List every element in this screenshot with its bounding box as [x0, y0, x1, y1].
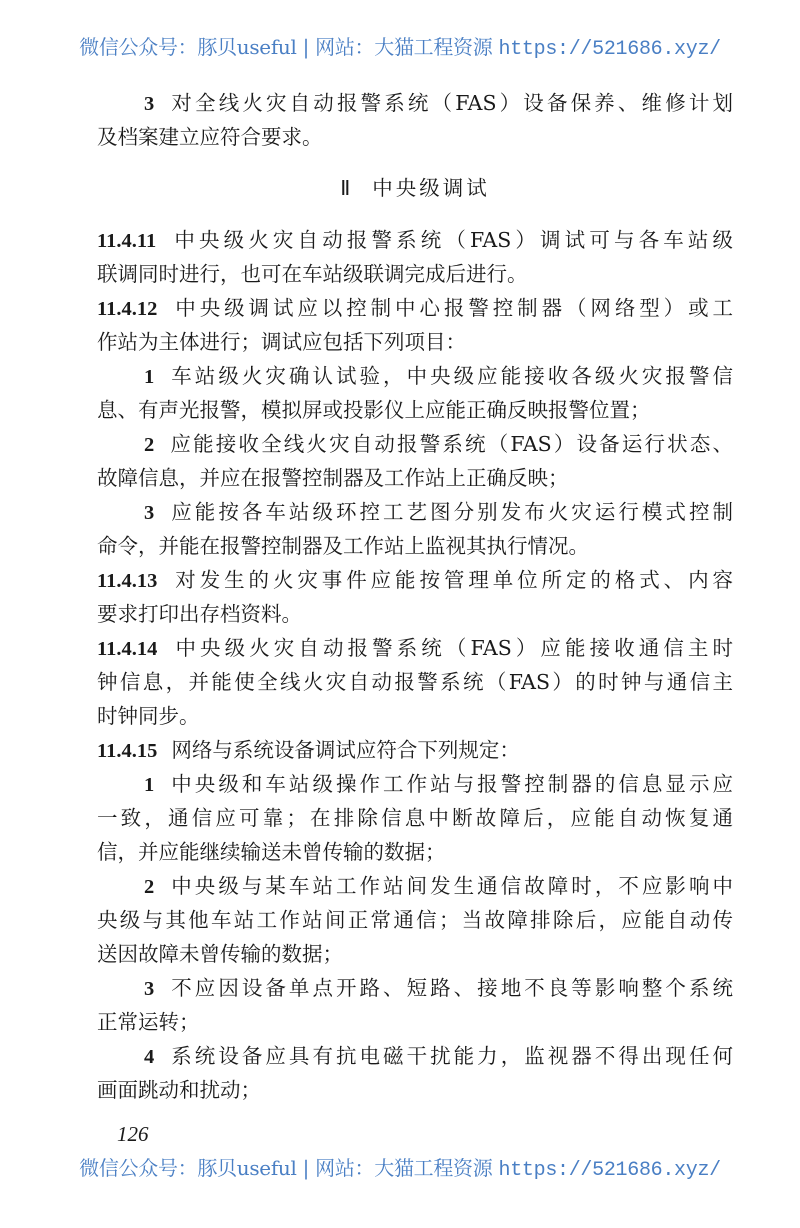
line-text: 画面跳动和扰动； — [97, 1078, 261, 1102]
clause-number: 11.4.11 — [97, 230, 157, 252]
line-text: 中央级与某车站工作站间发生通信故障时，不应影响中 — [168, 874, 733, 898]
text-line — [97, 971, 733, 1005]
watermark-text: 微信公众号：豚贝useful | 网站：大猫工程资源 — [79, 35, 499, 59]
line-text: 故障信息，并应在报警控制器及工作站上正确反映； — [97, 466, 569, 490]
text-line — [97, 461, 733, 495]
clause-number: 11.4.13 — [97, 570, 158, 592]
text-line — [97, 903, 733, 937]
list-item — [97, 767, 733, 869]
text-line — [97, 257, 733, 291]
clause-number: 1 — [144, 366, 155, 388]
line-text: 中央级火灾自动报警系统（FAS）调试可与各车站级 — [170, 228, 733, 252]
line-text: 应能按各车站级环控工艺图分别发布火灾运行模式控制 — [168, 500, 733, 524]
line-text: 要求打印出存档资料。 — [97, 602, 302, 626]
text-line — [97, 427, 733, 461]
line-text: 一致，通信应可靠；在排除信息中断故障后，应能自动恢复通 — [97, 806, 733, 830]
text-line — [97, 495, 733, 529]
line-text: 央级与其他车站工作站间正常通信；当故障排除后，应能自动传 — [97, 908, 733, 932]
text-line — [97, 223, 733, 257]
text-line — [97, 767, 733, 801]
clause-number: 3 — [144, 93, 155, 115]
text-line — [97, 325, 733, 359]
watermark-text: 微信公众号：豚贝useful | 网站：大猫工程资源 — [79, 1156, 499, 1180]
line-text: 对全线火灾自动报警系统（FAS）设备保养、维修计划 — [168, 91, 733, 115]
line-text: 不应因设备单点开路、短路、接地不良等影响整个系统 — [168, 976, 733, 1000]
text-line — [97, 733, 733, 767]
list-item — [97, 427, 733, 495]
clause-number: 11.4.15 — [97, 740, 158, 762]
line-text: 应能接收全线火灾自动报警系统（FAS）设备运行状态、 — [168, 432, 733, 456]
line-text: 作站为主体进行；调试应包括下列项目： — [97, 330, 466, 354]
line-text: 车站级火灾确认试验，中央级应能接收各级火灾报警信 — [168, 364, 733, 388]
clause-number: 11.4.12 — [97, 298, 158, 320]
text-line — [97, 665, 733, 699]
document-body — [97, 86, 733, 1107]
list-item — [97, 86, 733, 154]
text-line — [97, 86, 733, 120]
text-line — [97, 529, 733, 563]
clause-number: 2 — [144, 876, 155, 898]
text-line — [97, 597, 733, 631]
line-text: 命令，并能在报警控制器及工作站上监视其执行情况。 — [97, 534, 589, 558]
text-line — [97, 563, 733, 597]
text-line — [97, 699, 733, 733]
watermark-top — [0, 31, 800, 61]
watermark-url: https://521686.xyz/ — [498, 38, 721, 61]
list-item — [97, 869, 733, 971]
line-text: 息、有声光报警，模拟屏或投影仪上应能正确反映报警位置； — [97, 398, 651, 422]
watermark-bottom — [0, 1152, 800, 1182]
text-line — [97, 393, 733, 427]
clause-number: 11.4.14 — [97, 638, 158, 660]
section-numeral: Ⅱ — [340, 178, 351, 200]
list-item — [97, 495, 733, 563]
line-text: 信，并应能继续输送未曾传输的数据； — [97, 840, 446, 864]
text-line — [97, 291, 733, 325]
list-item — [97, 1039, 733, 1107]
text-line — [97, 120, 733, 154]
line-text: 网络与系统设备调试应符合下列规定： — [171, 738, 520, 762]
text-line — [97, 1005, 733, 1039]
clause-number: 3 — [144, 502, 155, 524]
clause-11-4-15 — [97, 733, 733, 767]
line-text: 中央级火灾自动报警系统（FAS）应能接收通信主时 — [171, 636, 733, 660]
line-text: 钟信息，并能使全线火灾自动报警系统（FAS）的时钟与通信主 — [97, 670, 733, 694]
page-number: 126 — [117, 1122, 149, 1146]
line-text: 中央级和车站级操作工作站与报警控制器的信息显示应 — [168, 772, 733, 796]
section-title: 中央级调试 — [372, 176, 490, 200]
section-heading — [97, 171, 733, 205]
text-line — [97, 631, 733, 665]
line-text: 送因故障未曾传输的数据； — [97, 942, 343, 966]
line-text: 对发生的火灾事件应能按管理单位所定的格式、内容 — [171, 568, 733, 592]
clause-number: 3 — [144, 978, 155, 1000]
line-text: 联调同时进行，也可在车站级联调完成后进行。 — [97, 262, 528, 286]
list-item — [97, 971, 733, 1039]
text-line — [97, 937, 733, 971]
text-line — [97, 835, 733, 869]
clause-11-4-11 — [97, 223, 733, 291]
clause-11-4-12 — [97, 291, 733, 359]
list-item — [97, 359, 733, 427]
line-text: 正常运转； — [97, 1010, 200, 1034]
watermark-url: https://521686.xyz/ — [498, 1159, 721, 1182]
text-line — [97, 1073, 733, 1107]
clause-number: 1 — [144, 774, 155, 796]
clause-11-4-14 — [97, 631, 733, 733]
text-line — [97, 801, 733, 835]
text-line — [97, 1039, 733, 1073]
clause-11-4-13 — [97, 563, 733, 631]
clause-number: 4 — [144, 1046, 155, 1068]
line-text: 及档案建立应符合要求。 — [97, 125, 323, 149]
line-text: 中央级调试应以控制中心报警控制器（网络型）或工 — [171, 296, 733, 320]
text-line — [97, 869, 733, 903]
line-text: 时钟同步。 — [97, 704, 200, 728]
text-line — [97, 359, 733, 393]
clause-number: 2 — [144, 434, 155, 456]
line-text: 系统设备应具有抗电磁干扰能力，监视器不得出现任何 — [168, 1044, 733, 1068]
